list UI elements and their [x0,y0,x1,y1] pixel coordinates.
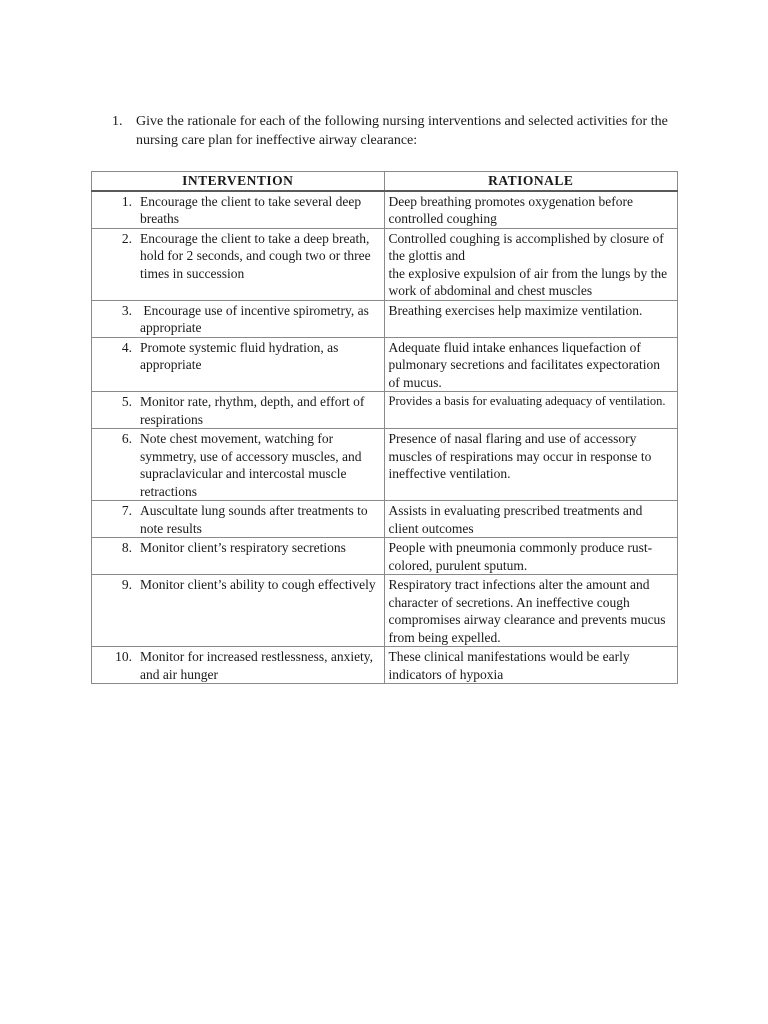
row-number: 2. [121,230,132,246]
rationale-cell: Deep breathing promotes oxygenation before controlled coughing [384,191,677,229]
intervention-cell [92,647,385,684]
row-number: 4. [121,339,132,355]
table-row [92,392,678,429]
intervention-cell [92,538,385,575]
rationale-cell: Provides a basis for evaluating adequacy of ventilation. [384,392,677,429]
question-item [112,112,682,150]
table-row [92,228,678,300]
intervention-text: Monitor client’s respiratory secretions [140,540,346,555]
intervention-cell [92,392,385,429]
table-row [92,429,678,501]
question-number: 1. [112,114,123,129]
rationale-cell: Adequate fluid intake enhances liquefaction of pulmonary secretions and facilitates expectoration of mucus. [384,337,677,392]
table-row [92,501,678,538]
intervention-cell [92,429,385,501]
row-number: 3. [121,302,132,318]
intervention-text: Encourage the client to take a deep breath, hold for 2 seconds, and cough two or three times in succession [140,230,371,281]
table-row [92,337,678,392]
rationale-line: the explosive expulsion of air from the lungs by the work of abdominal and chest muscles [388,265,668,298]
intervention-cell [92,337,385,392]
table-row [92,538,678,575]
row-number: 8. [121,540,132,555]
rationale-cell: Breathing exercises help maximize ventilation. [384,300,677,337]
row-number: 7. [121,503,132,518]
row-number: 1. [121,193,132,209]
intervention-cell [92,501,385,538]
intervention-text: Promote systemic fluid hydration, as appropriate [140,339,339,372]
rationale-cell [384,228,677,300]
rationale-cell: Respiratory tract infections alter the amount and character of secretions. An ineffective cough compromises airway clearance and prevents mucus from being expelled. [384,575,677,647]
table-header-row [92,172,678,191]
rationale-cell: These clinical manifestations would be early indicators of hypoxia [384,647,677,684]
table-row [92,575,678,647]
table-row [92,191,678,229]
row-number: 9. [121,577,132,592]
intervention-text: Monitor client’s ability to cough effectively [140,577,376,592]
intervention-cell [92,575,385,647]
care-plan-table [91,171,678,684]
intervention-text: Encourage the client to take several deep breaths [140,193,362,226]
row-number: 6. [121,431,132,446]
rationale-cell: Presence of nasal flaring and use of accessory muscles of respirations may occur in response to ineffective ventilation. [384,429,677,501]
intervention-column-header: INTERVENTION [92,172,385,191]
intervention-cell [92,191,385,229]
intervention-text: Monitor for increased restlessness, anxiety, and air hunger [140,649,374,682]
rationale-cell: Assists in evaluating prescribed treatments and client outcomes [384,501,677,538]
row-number: 10. [115,649,132,664]
rationale-line: Controlled coughing is accomplished by closure of the glottis and [388,230,664,263]
rationale-cell: People with pneumonia commonly produce rust-colored, purulent sputum. [384,538,677,575]
rationale-column-header: RATIONALE [384,172,677,191]
intervention-text: Monitor rate, rhythm, depth, and effort of respirations [140,394,365,427]
table-row [92,647,678,684]
question-text: Give the rationale for each of the following nursing interventions and selected activities for the nursing care plan for ineffective airway clearance: [136,114,668,148]
intervention-text: Encourage use of incentive spirometry, as appropriate [140,302,373,335]
table-row [92,300,678,337]
intervention-text: Auscultate lung sounds after treatments to note results [140,503,368,536]
row-number: 5. [121,394,132,409]
intervention-cell [92,300,385,337]
intervention-text: Note chest movement, watching for symmetry, use of accessory muscles, and supraclavicular and intercostal muscle retractions [140,431,362,499]
intervention-cell [92,228,385,300]
